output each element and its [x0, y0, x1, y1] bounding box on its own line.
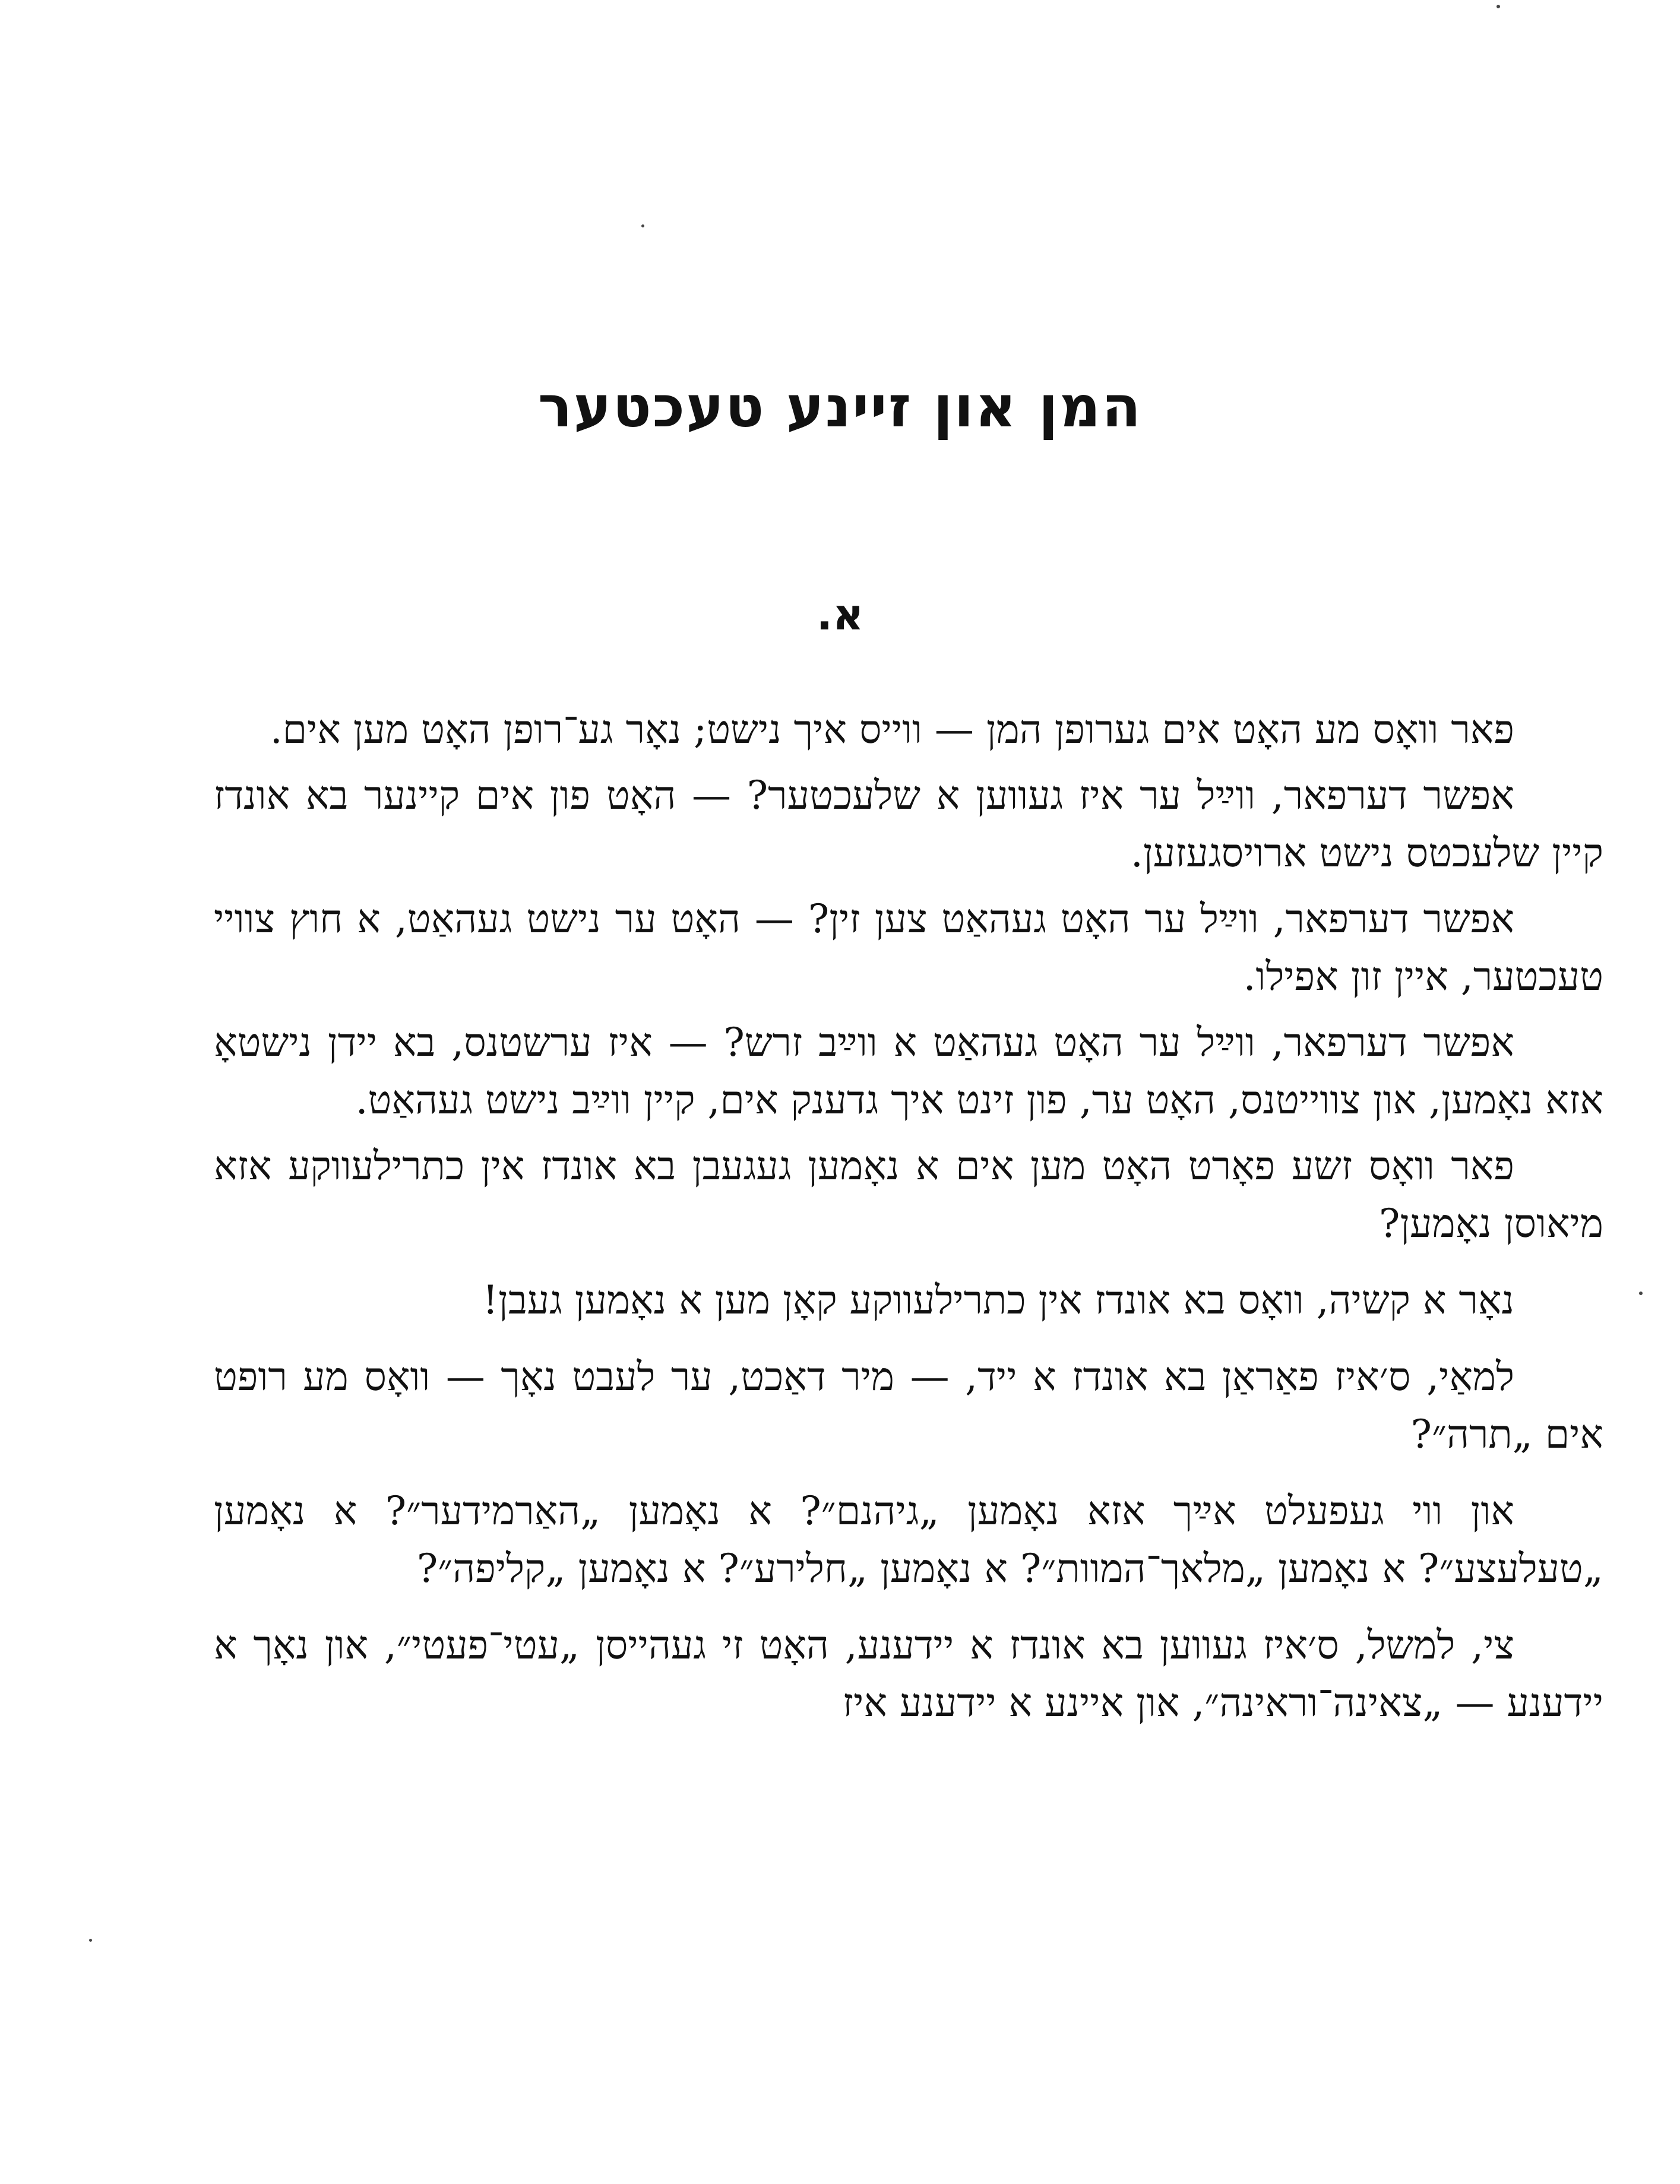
- paragraph: אפשר דערפאר, ווײַל ער האָט געהאַט צען זין? — האָט ער נישט געהאַט, א חוץ צוויי טעכטער, איין זון אפילו.: [214, 896, 1603, 999]
- scan-speck: [641, 224, 644, 227]
- paragraph: פאר וואָס זשע פאָרט האָט מען אים א נאָמען געגעבן בא אונדז אין כתרילעווקע אזא מיאוסן נאָמען?: [214, 1143, 1603, 1246]
- paragraph: פאר וואָס מע האָט אים גערופן המן — ווייס איך נישט; נאָר גע־רופן האָט מען אים.: [270, 707, 1514, 752]
- paragraph: נאָר א קשיה, וואָס בא אונדז אין כתרילעווקע קאָן מען א נאָמען געבן!: [482, 1277, 1514, 1323]
- paragraph: למאַי, ס׳איז פאַראַן בא אונדז א ייד, — מיר דאַכט, ער לעבט נאָך — וואָס מע רופט אים „תרה״?: [214, 1354, 1603, 1457]
- scan-speck: [89, 1939, 92, 1942]
- scan-speck: [1639, 1292, 1643, 1295]
- chapter-mark: א.: [816, 590, 864, 640]
- paragraph: און ווי געפעלט אײַך אזא נאָמען „גיהנם״? א נאָמען „האַרמידער״? א נאָמען „טעלעצע״? א נאָמען „מלאך־המוות״? א נאָמען „חלירע״? א נאָמען „קליפה״?: [214, 1488, 1603, 1591]
- scan-speck: [1497, 5, 1500, 8]
- paragraph: צי, למשל, ס׳איז געווען בא אונדז א יידענע, האָט זי געהייסן „עטי־פעטי״, און נאָך א יידענע — „צאינה־וראינה״, און איינע א יידענע איז: [214, 1622, 1603, 1726]
- paragraph: אפשר דערפאר, ווײַל ער איז געווען א שלעכטער? — האָט פון אים קיינער בא אונדז קיין שלעכטס נישט ארויסגעזען.: [214, 773, 1603, 876]
- story-title: המן און זיינע טעכטער: [537, 374, 1143, 440]
- body-text: [214, 701, 1603, 1740]
- paragraph: אפשר דערפאר, ווײַל ער האָט געהאַט א ווײַב זרש? — איז ערשטנס, בא יידן נישטאָ אזא נאָמען, און צווייטנס, האָט ער, פון זינט איך גדענק אים, קיין ווײַב נישט געהאַט.: [214, 1020, 1603, 1123]
